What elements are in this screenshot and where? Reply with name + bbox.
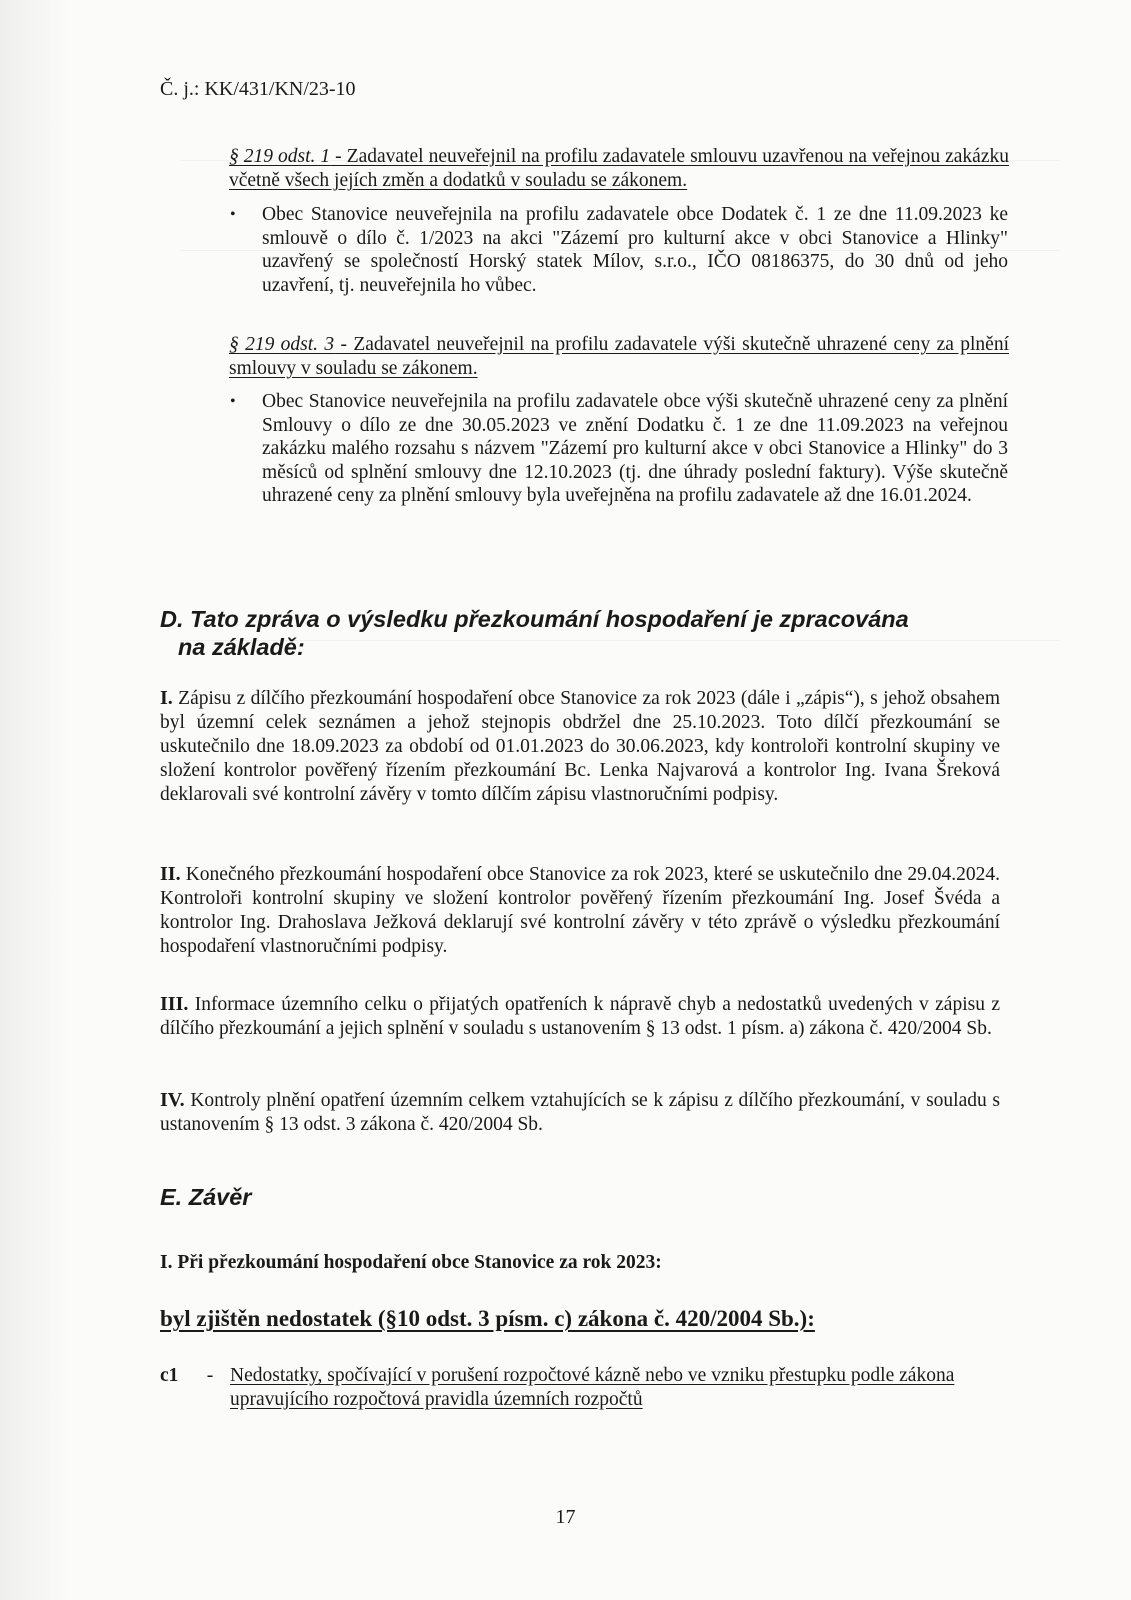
deficiency-code: c1: [160, 1365, 179, 1386]
scan-shadow: [0, 0, 70, 1600]
basis-paragraph-1: I. Zápisu z dílčího přezkoumání hospodaření obce Stanovice za rok 2023 (dále i „zápis“), s jehož obsahem byl územní celek seznámen a jehož stejnopis obdržel dne 25.10.2023. Toto dílčí přezkoumání se uskutečnilo dne 18.09.2023 za období od 01.01.2023 do 30.06.2023, kdy kontroloři kontrolní skupiny ve složení kontrolor pověřený řízením přezkoumání Bc. Lenka Najvarová a kontrolor Ing. Ivana Šreková deklarovali své kontrolní závěry v tomto dílčím zápisu vlastnoručními podpisy.: [160, 687, 1000, 805]
basis-paragraph-2: II. Konečného přezkoumání hospodaření obce Stanovice za rok 2023, které se uskutečnilo dne 29.04.2024. Kontroloři kontrolní skupiny ve složení kontrolor pověřený řízením přezkoumání Ing. Josef Švéda a kontrolor Ing. Drahoslava Ježková deklarují své kontrolní závěry v této zprávě o výsledku přezkoumání hospodaření vlastnoručními podpisy.: [160, 863, 1001, 957]
provision-ref: § 219 odst. 1: [229, 146, 331, 167]
basis-paragraph-3: III. Informace územního celku o přijatých opatřeních k nápravě chyb a nedostatků uvedených v zápisu z dílčího přezkoumání a jejich splnění v souladu s ustanovením § 13 odst. 1 písm. a) zákona č. 420/2004 Sb.: [160, 993, 1000, 1039]
section-e-heading: E. Závěr: [160, 1184, 252, 1210]
document-reference: Č. j.: KK/431/KN/23-10: [160, 78, 356, 100]
provision-ref: § 219 odst. 3: [229, 334, 335, 355]
list-item: [228, 203, 1008, 297]
provision-title: - Zadavatel neuveřejnil na profilu zadavatele výši skutečně uhrazené ceny za plnění smlouvy v souladu se zákonem.: [229, 334, 1009, 379]
list-item: [228, 390, 1008, 508]
provision-heading-1: [229, 145, 1009, 193]
page-number: 17: [555, 1506, 576, 1528]
deficiency-text: Nedostatky, spočívající v porušení rozpočtové kázně nebo ve vzniku přestupku podle zákona upravujícího rozpočtová pravidla územních rozpočtů: [230, 1365, 955, 1410]
bullet-icon: •: [230, 206, 236, 223]
provision-title: - Zadavatel neuveřejnil na profilu zadavatele smlouvu uzavřenou na veřejnou zakázku včetně všech jejích změn a dodatků v souladu se zákonem.: [229, 146, 1009, 191]
conclusion-lead: I. Při přezkoumání hospodaření obce Stanovice za rok 2023:: [160, 1252, 662, 1273]
section-d-heading: D. Tato zpráva o výsledku přezkoumání hospodaření je zpracována na základě:: [160, 606, 909, 660]
conclusion-finding: byl zjištěn nedostatek (§10 odst. 3 písm. c) zákona č. 420/2004 Sb.):: [160, 1306, 815, 1331]
bullet-icon: •: [230, 393, 236, 410]
dash: -: [206, 1365, 214, 1386]
deficiency-item: [160, 1364, 1000, 1412]
basis-paragraph-4: IV. Kontroly plnění opatření územním celkem vztahujících se k zápisu z dílčího přezkoumání, v souladu s ustanovením § 13 odst. 3 zákona č. 420/2004 Sb.: [160, 1089, 1000, 1135]
provision-finding: Obec Stanovice neuveřejnila na profilu zadavatele obce Dodatek č. 1 ze dne 11.09.2023 ke smlouvě o dílo č. 1/2023 na akci "Zázemí pro kulturní akce v obci Stanovice a Hlinky" uzavřený se společností Horský statek Mílov, s.r.o., IČO 08186375, do 30 dnů od jeho uzavření, tj. neuveřejnila ho vůbec.: [262, 204, 1008, 296]
provision-heading-2: [229, 333, 1009, 381]
provision-finding: Obec Stanovice neuveřejnila na profilu zadavatele obce výši skutečně uhrazené ceny za plnění Smlouvy o dílo ze dne 30.05.2023 ve znění Dodatku č. 1 ze dne 11.09.2023 na veřejnou zakázku malého rozsahu s názvem "Zázemí pro kulturní akce v obci Stanovice a Hlinky" do 3 měsíců od splnění smlouvy dne 12.10.2023 (tj. dne úhrady poslední faktury). Výše skutečně uhrazené ceny za plnění smlouvy byla uveřejněna na profilu zadavatele až dne 16.01.2024.: [262, 391, 1008, 506]
